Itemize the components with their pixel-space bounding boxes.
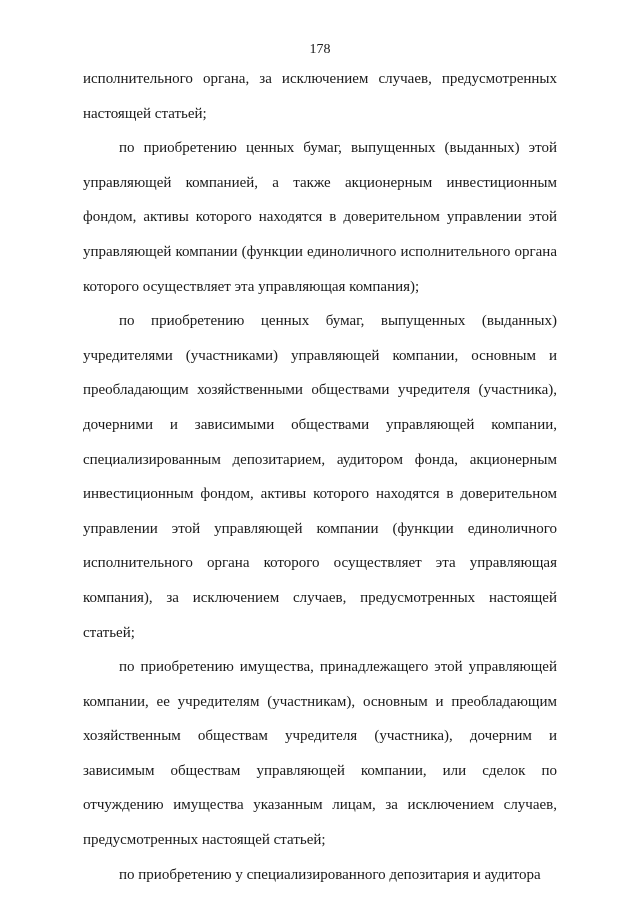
paragraph-fund-securities: по приобретению ценных бумаг, выпущенных (выданных) этой управляющей компанией, а также акционерным инвестиционным фондом, активы которого находятся в доверительном управлении этой управляющей компании (функции единоличного исполнительного органа которого осуществляет эта управляющая компания);	[83, 140, 557, 295]
paragraph-founders-securities: по приобретению ценных бумаг, выпущенных (выданных) учредителями (участниками) управляющей компании, основным и преобладающим хозяйственными обществами учредителя (участника), дочерними и зависимыми обществами управляющей компании, специализированным депозитарием, аудитором фонда, акционерным инвестиционным фондом, активы которого находятся в доверительном управлении этой управляющей компании (функции единоличного исполнительного органа которого осуществляет эта управляющая компания), за исключением случаев, предусмотренных настоящей статьей;	[83, 313, 557, 641]
paragraph-property-acquisition: по приобретению имущества, принадлежащего этой управляющей компании, ее учредителям (участникам), основным и преобладающим хозяйственным обществам учредителя (участника), дочерним и зависимым обществам управляющей компании, или сделок по отчуждению имущества указанным лицам, за исключением случаев, предусмотренных настоящей статьей;	[83, 659, 557, 849]
paragraph-continuation: исполнительного органа, за исключением случаев, предусмотренных настоящей статьей;	[83, 71, 557, 122]
paragraph-depositary-acquisition: по приобретению у специализированного депозитария и аудитора	[119, 866, 541, 883]
body-text	[83, 62, 557, 892]
page-number: 178	[309, 42, 331, 57]
